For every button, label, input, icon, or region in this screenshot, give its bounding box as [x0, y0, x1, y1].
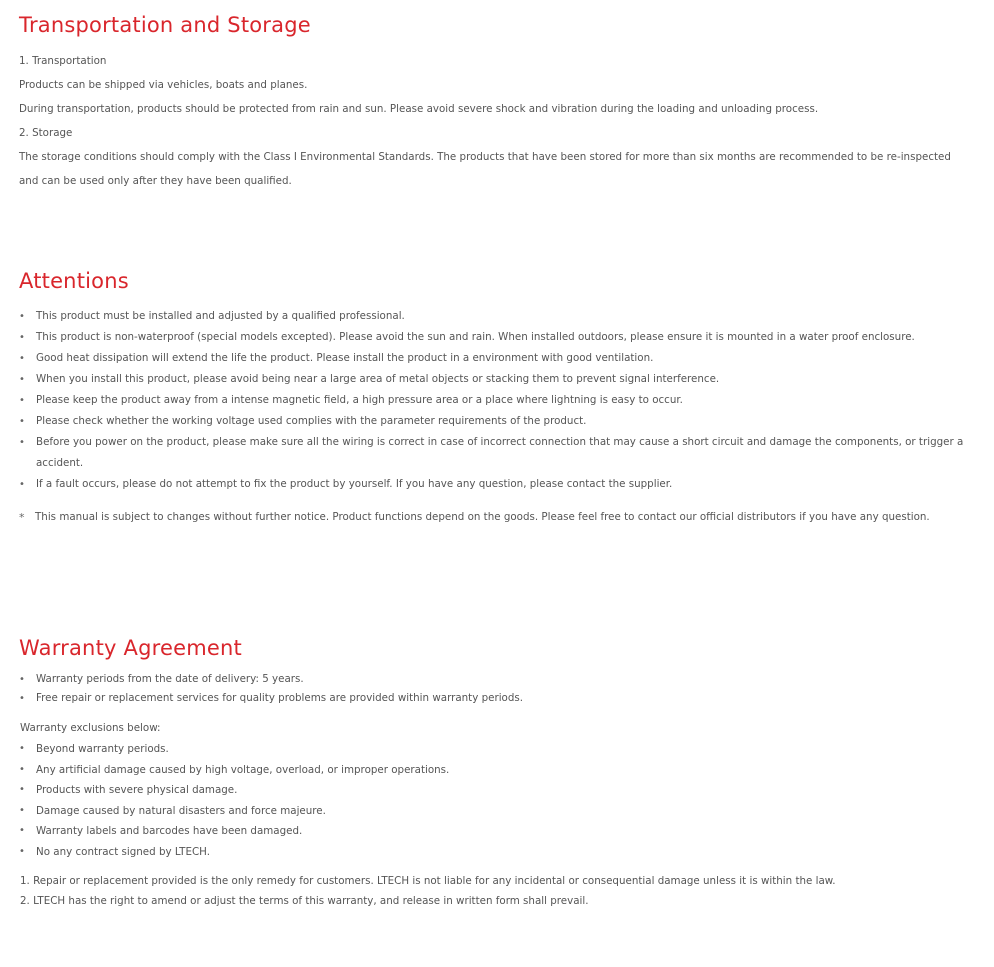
bullet-icon: • — [19, 743, 25, 754]
exclusions-label: Warranty exclusions below: — [20, 722, 161, 734]
list-item: • Please check whether the working voltage used complies with the parameter requirements of the product. — [19, 411, 986, 432]
list-item: • This product must be installed and adjusted by a qualified professional. — [19, 306, 986, 327]
transport-title: Transportation and Storage — [19, 13, 311, 37]
bullet-icon: • — [19, 674, 25, 685]
bullet-icon: • — [19, 353, 25, 364]
list-item: • Warranty periods from the date of delivery: 5 years. — [19, 670, 986, 689]
bullet-icon: • — [19, 416, 25, 427]
asterisk-icon: * — [19, 511, 25, 524]
transport-subtitle: 1. Transportation — [19, 55, 107, 67]
list-item: • When you install this product, please avoid being near a large area of metal objects or stacking them to prevent signal interference. — [19, 369, 986, 390]
attentions-list — [19, 306, 986, 495]
manual-note-text: This manual is subject to changes without further notice. Product functions depend on the goods. Please feel free to contact our official distributors if you have any question. — [35, 511, 930, 523]
bullet-icon: • — [19, 693, 25, 704]
bullet-icon: • — [19, 479, 25, 490]
list-item: • Products with severe physical damage. — [19, 780, 986, 801]
transport-line: During transportation, products should be protected from rain and sun. Please avoid severe shock and vibration during the loading and unloading process. — [19, 103, 819, 115]
transport-line: Products can be shipped via vehicles, boats and planes. — [19, 79, 308, 91]
list-item: • Damage caused by natural disasters and force majeure. — [19, 801, 986, 822]
bullet-icon: • — [19, 395, 25, 406]
warranty-term: 2. LTECH has the right to amend or adjust the terms of this warranty, and release in written form shall prevail. — [20, 894, 589, 907]
manual-note — [19, 507, 986, 528]
bullet-icon: • — [19, 374, 25, 385]
list-item: • This product is non-waterproof (special models excepted). Please avoid the sun and rain. When installed outdoors, please ensure it is mounted in a water proof enclosure. — [19, 327, 986, 348]
list-item: • No any contract signed by LTECH. — [19, 842, 986, 863]
list-item: • Good heat dissipation will extend the life the product. Please install the product in a environment with good ventilation. — [19, 348, 986, 369]
bullet-icon: • — [19, 763, 25, 775]
storage-line: The storage conditions should comply with the Class I Environmental Standards. The products that have been stored for more than six months are recommended to be re-inspected and can be used only after they have been qualified. — [19, 151, 951, 187]
exclusions-list — [19, 739, 986, 862]
bullet-icon: • — [19, 825, 25, 836]
list-item: • Free repair or replacement services for quality problems are provided within warranty periods. — [19, 689, 986, 708]
warranty-list — [19, 670, 986, 708]
bullet-icon: • — [19, 845, 25, 857]
transport-section — [19, 12, 986, 193]
bullet-icon: • — [19, 332, 25, 343]
storage-subtitle: 2. Storage — [19, 127, 73, 139]
list-item: • If a fault occurs, please do not attempt to fix the product by yourself. If you have any question, please contact the supplier. — [19, 474, 986, 495]
warranty-section — [19, 635, 986, 911]
bullet-icon: • — [19, 784, 25, 795]
list-item: • Any artificial damage caused by high voltage, overload, or improper operations. — [19, 760, 986, 781]
attentions-section — [19, 268, 986, 528]
warranty-title: Warranty Agreement — [19, 636, 242, 660]
list-item: • Please keep the product away from a intense magnetic field, a high pressure area or a place where lightning is easy to occur. — [19, 390, 986, 411]
warranty-term: 1. Repair or replacement provided is the only remedy for customers. LTECH is not liable for any incidental or consequential damage unless it is within the law. — [20, 875, 836, 887]
bullet-icon: • — [19, 437, 25, 448]
list-item: • Before you power on the product, please make sure all the wiring is correct in case of incorrect connection that may cause a short circuit and damage the components, or trigger a accident. — [19, 432, 986, 474]
attentions-title: Attentions — [19, 269, 129, 293]
list-item: • Beyond warranty periods. — [19, 739, 986, 760]
bullet-icon: • — [19, 311, 25, 322]
list-item: • Warranty labels and barcodes have been damaged. — [19, 821, 986, 842]
bullet-icon: • — [19, 804, 25, 816]
